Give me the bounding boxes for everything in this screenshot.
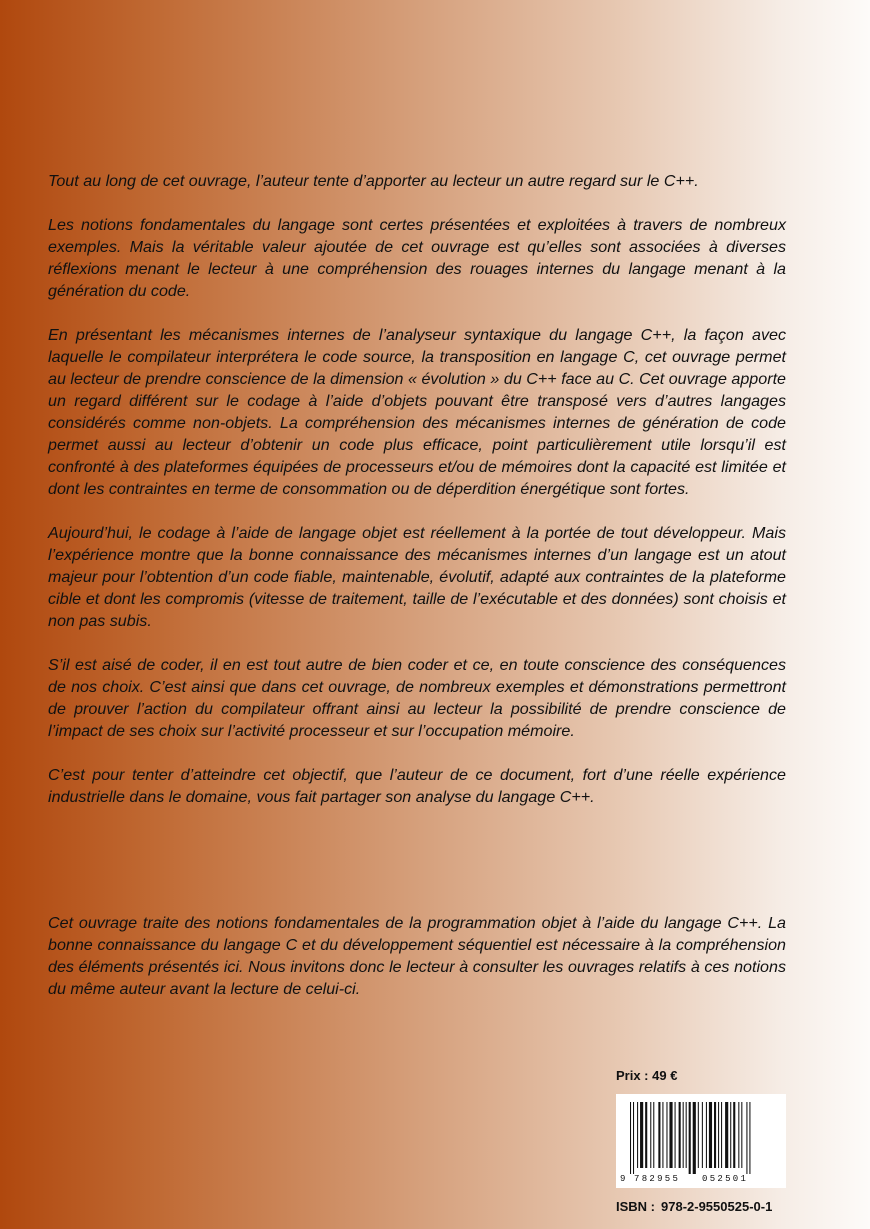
intro-paragraph: Tout au long de cet ouvrage, l’auteur tente d’apporter au lecteur un autre regard sur le C++. (48, 172, 699, 190)
isbn (616, 1199, 772, 1214)
barcode-bar (730, 1102, 731, 1168)
barcode-bar (630, 1102, 631, 1174)
barcode-bar (714, 1102, 716, 1168)
barcode-bar (650, 1102, 651, 1168)
price-label: Prix : 49 € (616, 1068, 678, 1083)
barcode-bar (746, 1102, 747, 1174)
barcode-bar (738, 1102, 739, 1168)
barcode-bar (721, 1102, 722, 1168)
barcode-bar (749, 1102, 750, 1174)
body-paragraph: Les notions fondamentales du langage sont certes présentées et exploitées à travers de nombreux exemples. Mais la véritable valeur ajoutée de cet ouvrage est qu’elles sont associées à diverses réflexions menant le lecteur à une compréhension des rouages internes du langage menant à la génération du code. (48, 216, 786, 300)
barcode-bar (741, 1102, 742, 1168)
prerequisite-paragraph: Cet ouvrage traite des notions fondamentales de la programmation objet à l’aide du langage C++. La bonne connaissance du langage C et du développement séquentiel est nécessaire à la compréhension des éléments présentés ici. Nous invitons donc le lecteur à consulter les ouvrages relatifs à ces notions du même auteur avant la lecture de celui-ci. (48, 914, 786, 998)
barcode-bar (733, 1102, 735, 1168)
barcode-bar (640, 1102, 643, 1168)
barcode-bar (645, 1102, 647, 1168)
barcode-bar (653, 1102, 654, 1168)
barcode-bar (725, 1102, 728, 1168)
barcode-bar (666, 1102, 667, 1168)
barcode-bar (669, 1102, 672, 1168)
barcode-bar (706, 1102, 707, 1168)
barcode-bar (718, 1102, 719, 1168)
barcode-bar (698, 1102, 699, 1168)
barcode-digit-prefix: 9 (620, 1174, 626, 1184)
back-cover-text (48, 170, 786, 808)
barcode (616, 1094, 786, 1188)
barcode-bar (662, 1102, 663, 1168)
prerequisite-note (48, 912, 786, 1000)
barcode-bar (675, 1102, 676, 1168)
barcode-bar (689, 1102, 691, 1174)
barcode-bar (633, 1102, 634, 1174)
barcode-bar (683, 1102, 684, 1168)
barcode-bar (679, 1102, 681, 1168)
barcode-bar (637, 1102, 638, 1168)
barcode-bar (709, 1102, 712, 1168)
body-paragraph: Aujourd’hui, le codage à l’aide de langage objet est réellement à la portée de tout développeur. Mais l’expérience montre que la bonne connaissance des mécanismes internes d’un langage est un atout majeur pour l’obtention d’un code fiable, maintenable, évolutif, adapté aux contraintes de la plateforme cible et dont les compromis (vitesse de traitement, taille de l’exécutable et des données) sont choisis et non pas subis. (48, 524, 786, 630)
barcode-bar (702, 1102, 703, 1168)
body-paragraph: S’il est aisé de coder, il en est tout autre de bien coder et ce, en toute conscience des conséquences de nos choix. C’est ainsi que dans cet ouvrage, de nombreux exemples et démonstrations permettront de prouver l’action du compilateur offrant ainsi au lecteur la possibilité de prendre conscience de l’impact de ses choix sur l’activité processeur et sur l’occupation mémoire. (48, 656, 786, 740)
barcode-bar (686, 1102, 687, 1168)
body-paragraph: En présentant les mécanismes internes de l’analyseur syntaxique du langage C++, la façon avec laquelle le compilateur interprétera le code source, la transposition en langage C, cet ouvrage permet au lecteur de prendre conscience de la dimension « évolution » du C++ face au C. Cet ouvrage apporte un regard différent sur le codage à l’aide d’objets pouvant être transposé vers d’autres langages considérés comme non-objets. La compréhension des mécanismes internes de génération de code permet aussi au lecteur d’obtenir un code plus efficace, point particulièrement utile lorsqu’il est confronté à des plateformes équipées de processeurs et/ou de mémoires dont la capacité est limitée et dont les contraintes en terme de consommation ou de déperdition énergétique sont fortes. (48, 326, 786, 498)
barcode-digits-left: 782955 (634, 1174, 681, 1184)
barcode-bar (693, 1102, 696, 1174)
body-paragraph: C’est pour tenter d’atteindre cet objectif, que l’auteur de ce document, fort d’une réelle expérience industrielle dans le domaine, vous fait partager son analyse du langage C++. (48, 766, 786, 806)
isbn-value: 978-2-9550525-0-1 (661, 1199, 773, 1214)
isbn-label: ISBN : (616, 1199, 655, 1214)
barcode-graphic (616, 1094, 786, 1188)
barcode-bar (658, 1102, 660, 1168)
barcode-digits-right: 052501 (702, 1174, 749, 1184)
